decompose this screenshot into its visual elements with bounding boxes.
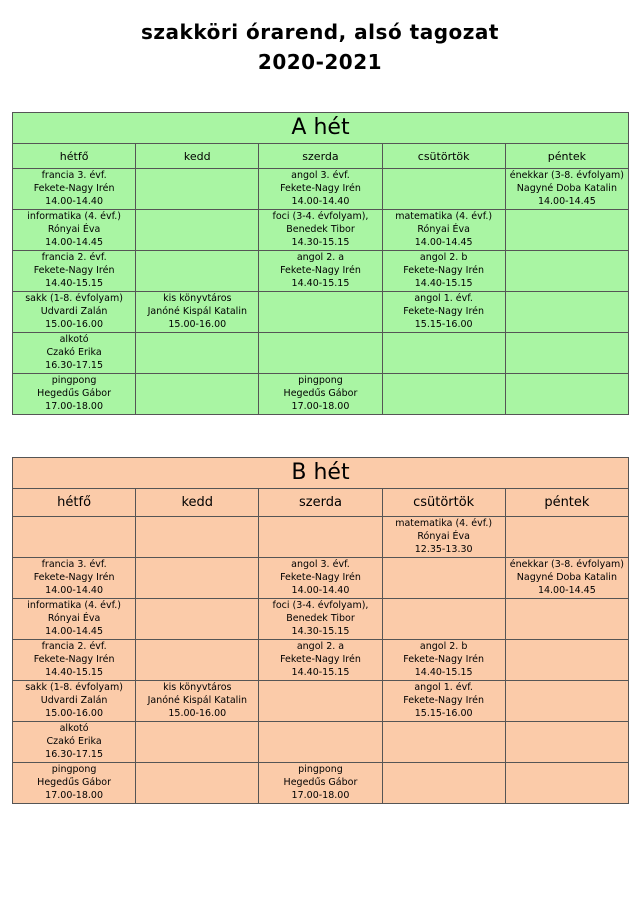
day-header: péntek <box>505 144 628 169</box>
class-entry <box>259 763 382 804</box>
activity-name: angol 2. a <box>296 252 345 263</box>
activity-name: matematika (4. évf.) <box>395 211 493 222</box>
table-row <box>13 333 629 374</box>
class-entry <box>382 210 505 251</box>
class-entry <box>505 169 628 210</box>
teacher-name: Fekete-Nagy Irén <box>280 183 361 194</box>
activity-name: francia 3. évf. <box>41 170 107 181</box>
activity-name: sakk (1-8. évfolyam) <box>25 293 123 304</box>
teacher-name: Rónyai Éva <box>417 224 470 235</box>
class-entry <box>136 292 259 333</box>
teacher-name: Rónyai Éva <box>47 224 101 235</box>
activity-name: kis könyvtáros <box>163 682 232 693</box>
teacher-name: Hegedűs Gábor <box>283 388 358 399</box>
day-header: csütörtök <box>382 489 505 517</box>
empty-slot <box>136 763 259 804</box>
teacher-name: Hegedűs Gábor <box>37 777 111 788</box>
time-slot: 14.00-14.40 <box>45 585 103 596</box>
class-entry <box>259 599 382 640</box>
empty-slot <box>259 681 382 722</box>
time-slot: 14.00-14.40 <box>291 196 350 207</box>
class-entry <box>259 210 382 251</box>
week-a-title: A hét <box>13 113 629 144</box>
teacher-name: Nagyné Doba Katalin <box>516 572 617 583</box>
empty-slot <box>382 763 505 804</box>
teacher-name: Janóné Kispál Katalin <box>147 306 247 317</box>
time-slot: 14.00-14.45 <box>45 237 103 248</box>
table-row <box>13 558 629 599</box>
activity-name: francia 2. évf. <box>41 641 107 652</box>
day-header: kedd <box>136 144 259 169</box>
teacher-name: Hegedűs Gábor <box>283 777 358 788</box>
class-entry <box>505 558 628 599</box>
class-entry <box>382 251 505 292</box>
time-slot: 16.30-17.15 <box>45 749 103 760</box>
empty-slot <box>505 210 628 251</box>
table-row <box>13 251 629 292</box>
week-b-title: B hét <box>13 458 629 489</box>
activity-name: kis könyvtáros <box>163 293 232 304</box>
class-entry <box>382 640 505 681</box>
activity-name: pingpong <box>298 764 343 775</box>
day-header: csütörtök <box>382 144 505 169</box>
schedule-table-week-b <box>12 457 629 804</box>
activity-name: pingpong <box>51 764 97 775</box>
teacher-name: Czakó Erika <box>46 347 102 358</box>
empty-slot <box>259 292 382 333</box>
teacher-name: Fekete-Nagy Irén <box>403 695 485 706</box>
empty-slot <box>505 251 628 292</box>
class-entry <box>259 640 382 681</box>
activity-name: angol 2. a <box>296 641 345 652</box>
class-entry <box>259 374 382 415</box>
activity-name: énekkar (3-8. évfolyam) <box>509 170 624 181</box>
day-header: hétfő <box>13 144 136 169</box>
teacher-name: Fekete-Nagy Irén <box>33 265 115 276</box>
class-entry <box>13 640 136 681</box>
time-slot: 15.15-16.00 <box>414 319 473 330</box>
empty-slot <box>382 599 505 640</box>
table-row <box>13 722 629 763</box>
empty-slot <box>136 558 259 599</box>
activity-name: sakk (1-8. évfolyam) <box>25 682 123 693</box>
time-slot: 14.40-15.15 <box>45 278 103 289</box>
teacher-name: Fekete-Nagy Irén <box>33 183 115 194</box>
time-slot: 14.40-15.15 <box>414 278 473 289</box>
empty-slot <box>136 722 259 763</box>
time-slot: 14.00-14.45 <box>537 585 596 596</box>
activity-name: angol 1. évf. <box>414 682 473 693</box>
class-entry <box>259 169 382 210</box>
table-row <box>13 763 629 804</box>
activity-name: énekkar (3-8. évfolyam) <box>509 559 624 570</box>
empty-slot <box>382 558 505 599</box>
empty-slot <box>259 517 382 558</box>
table-row <box>13 681 629 722</box>
empty-slot <box>505 292 628 333</box>
table-row <box>13 599 629 640</box>
table-row <box>13 292 629 333</box>
teacher-name: Fekete-Nagy Irén <box>280 265 361 276</box>
time-slot: 15.00-16.00 <box>45 319 103 330</box>
class-entry <box>13 374 136 415</box>
empty-slot <box>505 640 628 681</box>
class-entry <box>259 251 382 292</box>
empty-slot <box>382 722 505 763</box>
teacher-name: Fekete-Nagy Irén <box>280 572 361 583</box>
teacher-name: Udvardi Zalán <box>40 306 108 317</box>
time-slot: 14.40-15.15 <box>414 667 473 678</box>
teacher-name: Benedek Tibor <box>286 613 355 624</box>
class-entry <box>13 169 136 210</box>
teacher-name: Czakó Erika <box>46 736 102 747</box>
schedule-table-week-a <box>12 112 629 415</box>
day-header: kedd <box>136 489 259 517</box>
time-slot: 16.30-17.15 <box>45 360 103 371</box>
table-row <box>13 169 629 210</box>
empty-slot <box>382 333 505 374</box>
empty-slot <box>382 374 505 415</box>
class-entry <box>13 210 136 251</box>
class-entry <box>13 681 136 722</box>
activity-name: matematika (4. évf.) <box>395 518 493 529</box>
teacher-name: Hegedűs Gábor <box>37 388 111 399</box>
teacher-name: Fekete-Nagy Irén <box>403 265 485 276</box>
empty-slot <box>136 599 259 640</box>
time-slot: 14.00-14.40 <box>291 585 350 596</box>
class-entry <box>13 722 136 763</box>
activity-name: informatika (4. évf.) <box>27 600 121 611</box>
school-year: 2020-2021 <box>257 50 383 74</box>
time-slot: 15.15-16.00 <box>414 708 473 719</box>
time-slot: 17.00-18.00 <box>291 401 350 412</box>
time-slot: 14.40-15.15 <box>45 667 103 678</box>
teacher-name: Benedek Tibor <box>286 224 355 235</box>
time-slot: 14.00-14.45 <box>45 626 103 637</box>
activity-name: pingpong <box>51 375 97 386</box>
time-slot: 14.30-15.15 <box>291 237 350 248</box>
activity-name: francia 2. évf. <box>41 252 107 263</box>
empty-slot <box>136 640 259 681</box>
time-slot: 14.00-14.45 <box>537 196 596 207</box>
day-header: péntek <box>505 489 628 517</box>
teacher-name: Fekete-Nagy Irén <box>403 306 485 317</box>
empty-slot <box>136 374 259 415</box>
activity-name: pingpong <box>298 375 343 386</box>
teacher-name: Janóné Kispál Katalin <box>147 695 247 706</box>
teacher-name: Fekete-Nagy Irén <box>33 572 115 583</box>
day-header: hétfő <box>13 489 136 517</box>
empty-slot <box>382 169 505 210</box>
empty-slot <box>259 333 382 374</box>
empty-slot <box>13 517 136 558</box>
teacher-name: Fekete-Nagy Irén <box>280 654 361 665</box>
activity-name: foci (3-4. évfolyam), <box>272 211 369 222</box>
teacher-name: Fekete-Nagy Irén <box>403 654 485 665</box>
class-entry <box>13 763 136 804</box>
day-header: szerda <box>259 489 382 517</box>
activity-name: francia 3. évf. <box>41 559 107 570</box>
time-slot: 15.00-16.00 <box>45 708 103 719</box>
class-entry <box>13 333 136 374</box>
time-slot: 14.40-15.15 <box>291 667 350 678</box>
time-slot: 17.00-18.00 <box>45 790 103 801</box>
table-row <box>13 640 629 681</box>
empty-slot <box>136 333 259 374</box>
activity-name: informatika (4. évf.) <box>27 211 121 222</box>
class-entry <box>136 681 259 722</box>
empty-slot <box>136 517 259 558</box>
teacher-name: Rónyai Éva <box>417 531 470 542</box>
activity-name: alkotó <box>59 334 89 345</box>
empty-slot <box>505 681 628 722</box>
time-slot: 17.00-18.00 <box>291 790 350 801</box>
table-row <box>13 517 629 558</box>
activity-name: angol 2. b <box>419 641 468 652</box>
class-entry <box>13 558 136 599</box>
time-slot: 15.00-16.00 <box>168 319 227 330</box>
empty-slot <box>136 251 259 292</box>
empty-slot <box>136 210 259 251</box>
class-entry <box>259 558 382 599</box>
day-header: szerda <box>259 144 382 169</box>
class-entry <box>382 681 505 722</box>
time-slot: 14.30-15.15 <box>291 626 350 637</box>
class-entry <box>382 292 505 333</box>
activity-name: angol 1. évf. <box>414 293 473 304</box>
page-title: szakköri órarend, alsó tagozat <box>141 20 499 44</box>
time-slot: 12.35-13.30 <box>414 544 473 555</box>
activity-name: angol 3. évf. <box>291 170 350 181</box>
empty-slot <box>505 599 628 640</box>
table-row <box>13 210 629 251</box>
teacher-name: Rónyai Éva <box>47 613 101 624</box>
activity-name: angol 3. évf. <box>291 559 350 570</box>
activity-name: alkotó <box>59 723 89 734</box>
class-entry <box>13 599 136 640</box>
class-entry <box>382 517 505 558</box>
teacher-name: Udvardi Zalán <box>40 695 108 706</box>
empty-slot <box>505 517 628 558</box>
table-row <box>13 374 629 415</box>
empty-slot <box>505 374 628 415</box>
empty-slot <box>505 722 628 763</box>
empty-slot <box>259 722 382 763</box>
class-entry <box>13 251 136 292</box>
time-slot: 17.00-18.00 <box>45 401 103 412</box>
time-slot: 14.40-15.15 <box>291 278 350 289</box>
activity-name: angol 2. b <box>419 252 468 263</box>
teacher-name: Nagyné Doba Katalin <box>516 183 617 194</box>
class-entry <box>13 292 136 333</box>
time-slot: 15.00-16.00 <box>168 708 227 719</box>
empty-slot <box>505 763 628 804</box>
empty-slot <box>505 333 628 374</box>
empty-slot <box>136 169 259 210</box>
teacher-name: Fekete-Nagy Irén <box>33 654 115 665</box>
time-slot: 14.00-14.45 <box>414 237 473 248</box>
time-slot: 14.00-14.40 <box>45 196 103 207</box>
activity-name: foci (3-4. évfolyam), <box>272 600 369 611</box>
